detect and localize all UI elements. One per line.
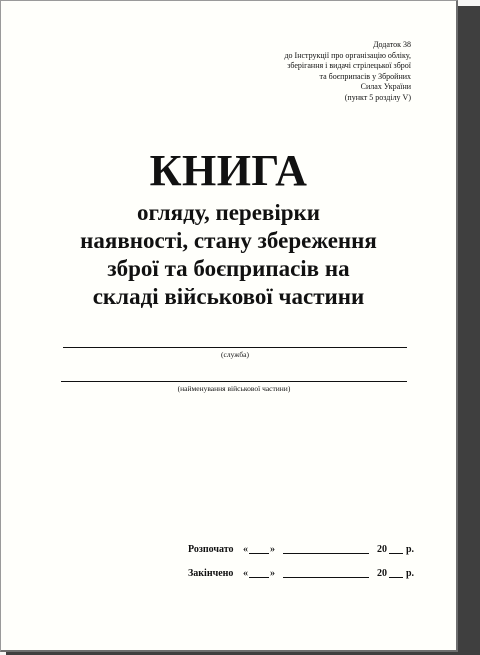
page-shadow-right	[458, 6, 480, 655]
unit-field-caption: (найменування військової частини)	[177, 384, 291, 393]
finished-close-quote: »	[270, 568, 275, 579]
finished-month-blank	[283, 568, 369, 578]
appendix-line: (пункт 5 розділу V)	[344, 92, 411, 102]
appendix-line: Додаток 38	[373, 40, 411, 49]
appendix-line: зберігання і видачі стрілецької зброї	[287, 61, 411, 70]
subtitle-line: зброї та боєприпасів на	[107, 256, 350, 281]
started-month-blank	[283, 544, 369, 554]
started-year-blank	[389, 544, 403, 554]
service-field-line	[63, 347, 407, 348]
started-day-blank	[249, 544, 269, 554]
appendix-line: Силах України	[360, 82, 411, 91]
appendix-line: до Інструкції про організацію обліку,	[284, 50, 411, 60]
book-subtitle	[1, 199, 456, 311]
finished-year-blank	[389, 568, 403, 578]
subtitle-line: складі військової частини	[92, 284, 365, 309]
started-year: 20	[377, 544, 387, 555]
started-label: Розпочато	[188, 544, 234, 555]
started-close-quote: »	[270, 544, 275, 555]
subtitle-line: наявності, стану збереження	[80, 228, 377, 253]
finished-open-quote: «	[243, 568, 248, 579]
finished-year: 20	[377, 568, 387, 579]
finished-day-blank	[249, 568, 269, 578]
finished-label: Закінчено	[188, 568, 234, 579]
unit-field-line	[61, 381, 407, 382]
started-year-suffix: р.	[406, 544, 415, 555]
book-title: КНИГА	[149, 146, 308, 195]
finished-year-suffix: р.	[406, 568, 415, 579]
appendix-note	[284, 40, 411, 103]
started-open-quote: «	[243, 544, 248, 555]
subtitle-line: огляду, перевірки	[136, 200, 321, 225]
appendix-line: та боєприпасів у Збройних	[319, 71, 411, 81]
service-field-caption: (служба)	[221, 350, 249, 359]
